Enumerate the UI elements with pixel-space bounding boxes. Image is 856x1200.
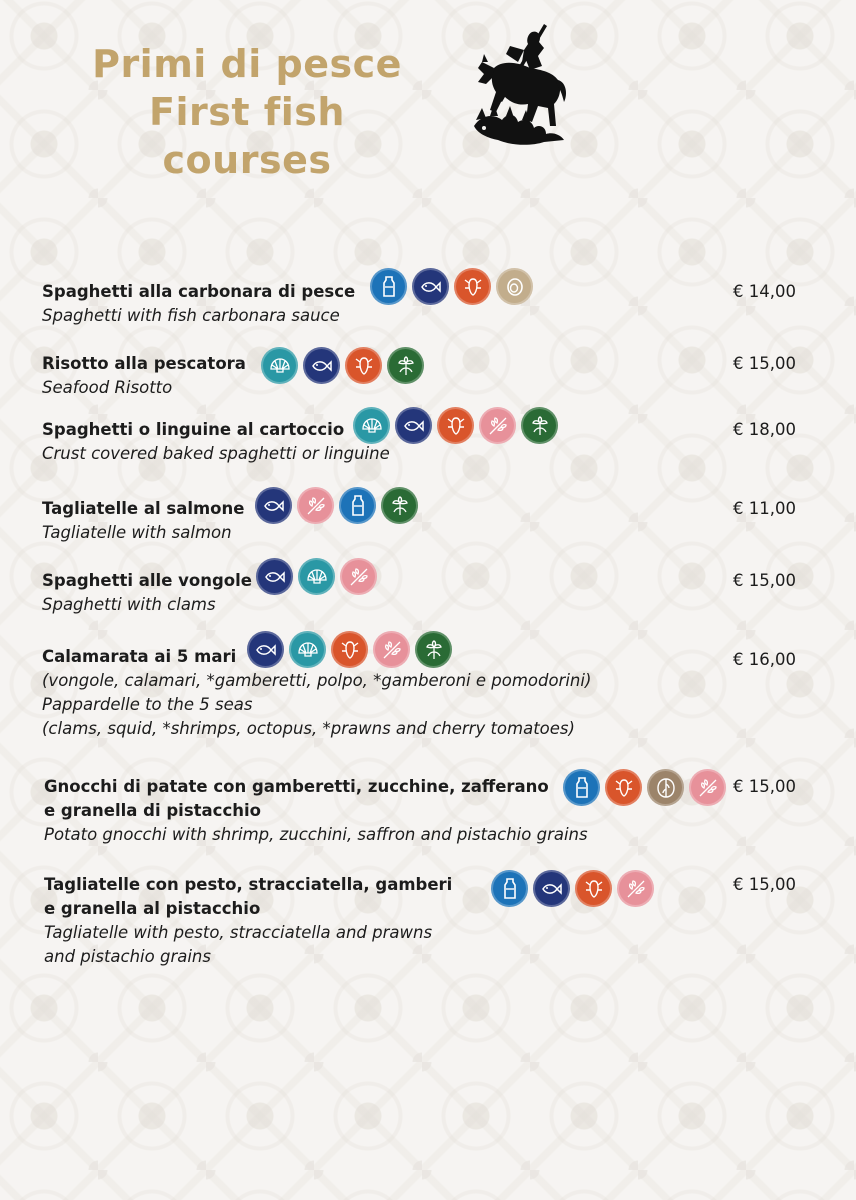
dish-description: Tagliatelle with salmon xyxy=(42,523,232,542)
menu-item xyxy=(0,775,856,847)
allergen-icons xyxy=(370,268,533,305)
allergen-icons xyxy=(491,870,654,907)
celery-icon xyxy=(415,631,452,668)
shellfish-icon xyxy=(437,407,474,444)
gluten-icon xyxy=(340,558,377,595)
dish-description: Tagliatelle with pesto, stracciatella and prawns xyxy=(44,923,433,942)
milk-icon xyxy=(370,268,407,305)
dish-price: € 14,00 xyxy=(733,282,796,301)
dish-price: € 11,00 xyxy=(733,499,796,518)
fish-icon xyxy=(303,347,340,384)
gluten-icon xyxy=(373,631,410,668)
allergen-icons xyxy=(247,631,452,668)
shellfish-icon xyxy=(575,870,612,907)
allergen-icons xyxy=(353,407,558,444)
fish-icon xyxy=(412,268,449,305)
gluten-icon xyxy=(479,407,516,444)
menu-item xyxy=(0,569,856,617)
dish-description: Potato gnocchi with shrimp, zucchini, saffron and pistachio grains xyxy=(44,825,588,844)
dish-price: € 15,00 xyxy=(733,571,796,590)
dish-description: Spaghetti with clams xyxy=(42,595,216,614)
fish-icon xyxy=(395,407,432,444)
milk-icon xyxy=(339,487,376,524)
dish-name: Calamarata ai 5 mari xyxy=(42,647,237,666)
mollusc-icon xyxy=(298,558,335,595)
shellfish-icon xyxy=(454,268,491,305)
nuts-icon xyxy=(647,769,684,806)
dish-description: (clams, squid, *shrimps, octopus, *prawns and cherry tomatoes) xyxy=(42,719,575,738)
dish-price: € 18,00 xyxy=(733,420,796,439)
dish-description: (vongole, calamari, *gamberetti, polpo, *gamberoni e pomodorini) xyxy=(42,671,592,690)
page-title xyxy=(62,40,432,184)
dish-name: Tagliatelle con pesto, stracciatella, gamberi xyxy=(44,875,453,894)
dish-price: € 15,00 xyxy=(733,354,796,373)
dish-name: Tagliatelle al salmone xyxy=(42,499,245,518)
dish-name: Risotto alla pescatora xyxy=(42,354,246,373)
gluten-icon xyxy=(617,870,654,907)
celery-icon xyxy=(381,487,418,524)
dish-price: € 15,00 xyxy=(733,875,796,894)
menu-item xyxy=(0,418,856,466)
allergen-icons xyxy=(255,487,418,524)
fish-icon xyxy=(256,558,293,595)
menu-item xyxy=(0,352,856,400)
celery-icon xyxy=(387,347,424,384)
dish-description: Seafood Risotto xyxy=(42,378,173,397)
dish-price: € 15,00 xyxy=(733,777,796,796)
mollusc-icon xyxy=(261,347,298,384)
fish-icon xyxy=(255,487,292,524)
milk-icon xyxy=(563,769,600,806)
allergen-icons xyxy=(261,347,424,384)
dish-name-continued: e granella al pistacchio xyxy=(44,899,261,918)
gluten-icon xyxy=(297,487,334,524)
menu-item xyxy=(0,645,856,741)
dish-name: Spaghetti alla carbonara di pesce xyxy=(42,282,356,301)
allergen-icons xyxy=(563,769,726,806)
dish-name: Spaghetti alle vongole xyxy=(42,571,252,590)
title-english: First fish courses xyxy=(149,90,345,182)
egg-icon xyxy=(496,268,533,305)
dish-name: Gnocchi di patate con gamberetti, zucchine, zafferano xyxy=(44,777,549,796)
menu-item xyxy=(0,497,856,545)
dish-description: Pappardelle to the 5 seas xyxy=(42,695,253,714)
mollusc-icon xyxy=(289,631,326,668)
menu-item xyxy=(0,280,856,328)
celery-icon xyxy=(521,407,558,444)
dish-name: Spaghetti o linguine al cartoccio xyxy=(42,420,345,439)
dish-description: Spaghetti with fish carbonara sauce xyxy=(42,306,340,325)
shellfish-icon xyxy=(331,631,368,668)
dish-name-continued: e granella di pistacchio xyxy=(44,801,261,820)
shellfish-icon xyxy=(345,347,382,384)
shellfish-icon xyxy=(605,769,642,806)
allergen-icons xyxy=(256,558,377,595)
dish-description: and pistachio grains xyxy=(44,947,211,966)
dish-description: Crust covered baked spaghetti or linguine xyxy=(42,444,390,463)
mollusc-icon xyxy=(353,407,390,444)
fish-icon xyxy=(533,870,570,907)
title-italian: Primi di pesce xyxy=(92,42,402,86)
dish-price: € 16,00 xyxy=(733,650,796,669)
menu-item xyxy=(0,873,856,969)
gluten-icon xyxy=(689,769,726,806)
st-george-dragon-icon xyxy=(472,22,570,146)
milk-icon xyxy=(491,870,528,907)
fish-icon xyxy=(247,631,284,668)
